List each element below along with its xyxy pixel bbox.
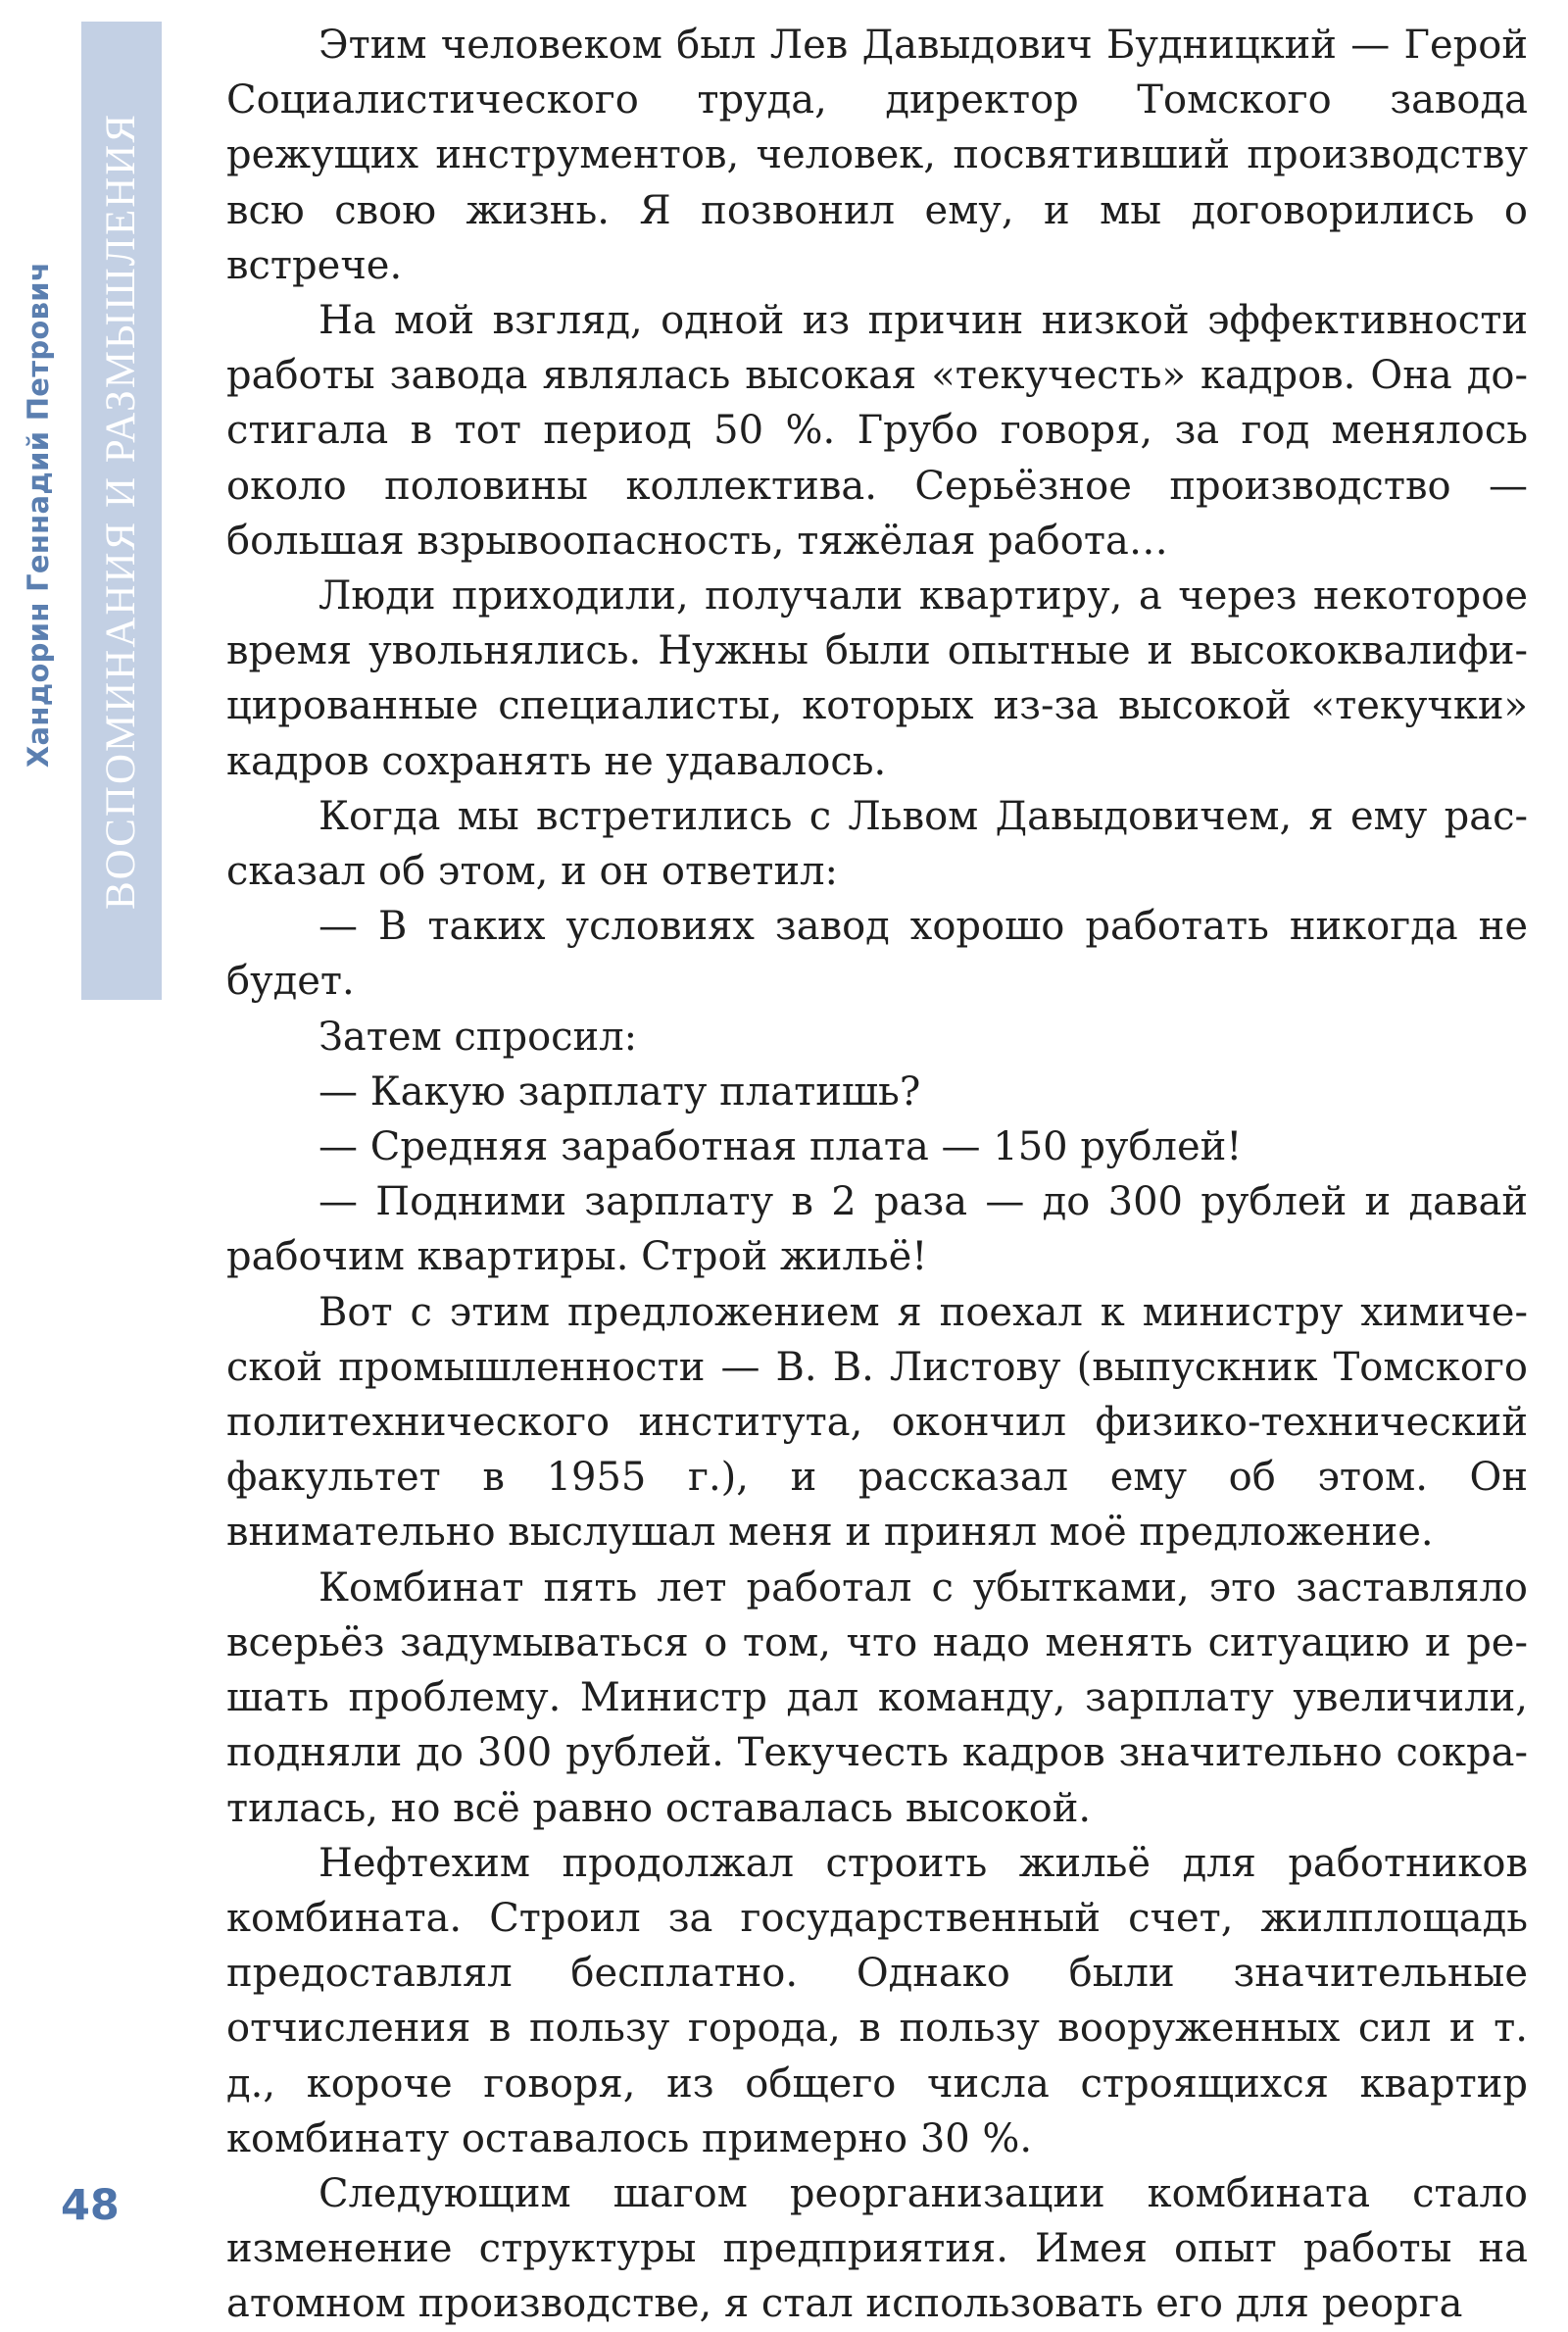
paragraph-9: Следующим шагом реорганизации комбината стало изменение структуры предприятия. Имея опыт работы на атомном производстве, я стал использовать его для реорга [226, 2170, 1528, 2327]
paragraph-1: Этим человеком был Лев Давыдович Будницкий — Герой Социалистического труда, директор Томского завода режущих инструментов, человек, посвятивший производству всю свою жизнь. Я позвонил ему, и мы договорились о встрече. [226, 23, 1528, 288]
paragraph-2: На мой взгляд, одной из причин низкой эффективности работы завода являлась высокая «текучесть» кадров. Она достигала в тот период 50 %. Грубо говоря, за год менялось около половины коллектива. Серьёзное производство — большая взрывоопасность, тяжёлая работа… [226, 298, 1528, 564]
dialogue-line-2: — Какую зарплату платишь? [318, 1068, 921, 1115]
author-name: Хандорин Геннадий Петрович [22, 261, 55, 769]
paragraph-6: Вот с этим предложением я поехал к министру химической промышленности — В. В. Листову (выпускник Томского политехнического института, окончил физико-технический факультет в 1955 г.), и рассказал ему об этом. Он внимательно выслушал меня и принял моё предложение. [226, 1289, 1528, 1556]
dialogue-line-4: — Подними зарплату в 2 раза — до 300 рублей и давай рабочим квартиры. Строй жильё! [226, 1179, 1528, 1280]
paragraph-4: Когда мы встретились с Львом Давыдовичем, я ему рассказал об этом, и он ответил: [226, 793, 1528, 895]
paragraph-3: Люди приходили, получали квартиру, а через некоторое время увольнялись. Нужны были опытные и высококвалифицированные специалисты, которых из-за высокой «текучки» кадров сохранять не удавалось. [226, 573, 1528, 784]
paragraph-7: Комбинат пять лет работал с убытками, это заставляло всерьёз задумываться о том, что надо менять ситуацию и решать проблему. Министр дал команду, зарплату увеличили, подняли до 300 рублей. Текучесть кадров значительно сократилась, но всё равно оставалась высокой. [226, 1564, 1528, 1831]
section-title-band [81, 22, 162, 1000]
section-title: ВОСПОМИНАНИЯ И РАЗМЫШЛЕНИЯ [98, 112, 145, 910]
dialogue-line-1: — В таких условиях завод хорошо работать никогда не будет. [226, 904, 1528, 1005]
page-number: 48 [61, 2181, 120, 2230]
paragraph-8: Нефтехим продолжал строить жильё для работников комбината. Строил за государственный счет, жилплощадь предоставлял бесплатно. Однако были значительные отчисления в пользу города, в пользу вооруженных сил и т. д., короче говоря, из общего числа строящихся квартир комбинату оставалось примерно 30 %. [226, 1840, 1528, 2161]
dialogue-line-3: — Средняя заработная плата — 150 рублей! [318, 1124, 1243, 1170]
paragraph-5: Затем спросил: [318, 1014, 638, 1060]
author-name-vertical [20, 225, 57, 804]
body-text [226, 18, 1528, 2332]
